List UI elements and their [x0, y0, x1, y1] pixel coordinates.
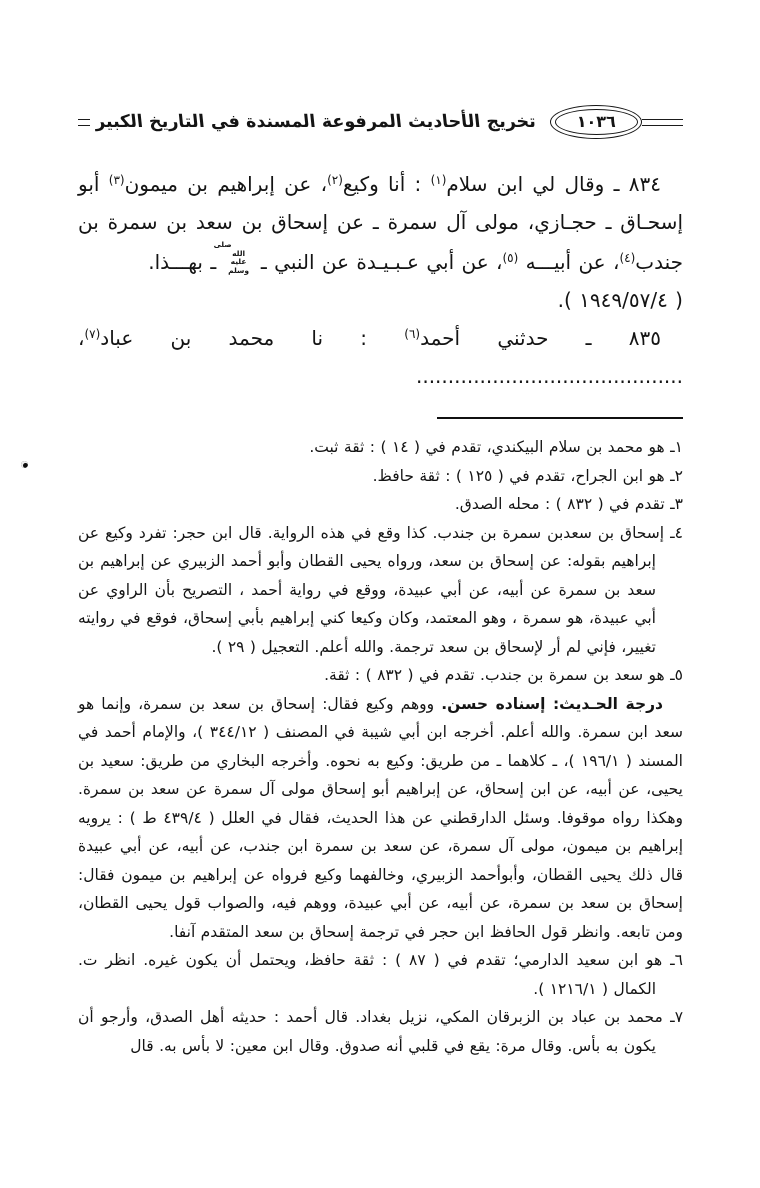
footnote-marker: (٥) — [502, 250, 519, 265]
text-run: ، عن أبيـــه — [518, 249, 620, 274]
text-run: هو ابن سعيد الدارمي؛ تقدم في ( ٨٧ ) : ثقة حافظ، ويحتمل أن يكون غيره. انظر ت. الكمال ( ١٢١٦/١ ). — [78, 951, 663, 998]
footnote-number: ٧ـ — [662, 1008, 684, 1027]
footnote-item — [78, 519, 683, 662]
footnote-number: ٥ـ — [664, 666, 683, 685]
footnote-item — [78, 946, 683, 1003]
footnote-item — [78, 433, 683, 462]
footnote-first-paragraph — [78, 661, 683, 690]
text-run: : أنا وكيع — [342, 172, 431, 196]
footnote-number: ٤ـ — [664, 523, 683, 542]
ellipsis-dots: .......................................... — [415, 363, 683, 388]
ink-speck — [21, 461, 28, 468]
hadith-body — [78, 165, 683, 395]
hadith-835-paragraph — [78, 319, 683, 395]
footnote-first-paragraph — [78, 433, 683, 462]
text-run: إسحاق بن سعدبن سمرة بن جندب. كذا وقع في هذه الرواية. قال ابن حجر: تفرد وكيع عن إبراهيم بقوله: عن إسحاق بن سعد، ورواه يحيى القطان وأبو أحمد الزبيري عن إبراهيم بن سعد بن سمرة عن أبيه، عن أبي عبيدة، ووقع في رواية أحمد ، التصريح بأن الراوي عن أبي عبيدة، هو سمرة ، وهو المعتمد، وكان وكيعا كني إبراهيم بأبي إسحاق، فوقع في روايته تغيير، فإني لم أر لإسحاق بن سعد ترجمة. والله أعلم. التعجيل ( ٢٩ ). — [78, 523, 665, 656]
footnotes-section — [78, 433, 683, 1060]
text-run: ٨٣٤ ـ وقال لي ابن سلام — [446, 172, 661, 196]
footnote-marker: (٦) — [404, 326, 421, 341]
footnote-marker: (٢) — [327, 173, 343, 187]
footnote-number: ٣ـ — [664, 495, 683, 514]
text-run: ـ بهـــذا. — [148, 249, 224, 274]
text-run: ووهم وكيع فقال: إسحاق بن سعد بن سمرة، وإنما هو سعد ابن سمرة. والله أعلم. أخرجه ابن أبي شيبة في المصنف ( ٣٤٤/١٢ )، والإمام أحمد في المسند ( ١٩٦/١ )، ـ كلاهما ـ من طريق: وكيع به نحوه. وأخرجه البخاري من طريق: سعيد بن يحيى، عن أبيه، عن ابن إسحاق، عن إبراهيم أبو إسحاق مولى آل سمرة عن سعد بن سمرة. وهكذا رواه موقوفا. وسئل الدارقطني عن هذا الحديث، فقال في العلل ( ٤٣٩/٤ ط ) : يرويه إبراهيم بن ميمون، مولى آل سمرة، عن سعد بن سمرة ابن جندب، عن أبيه، عن أبي عبيدة قال ذلك يحيى القطان، وأبوأحمد الزبيري، وخالفهما وكيع فرواه عن إبراهيم بن ميمون فقال: إسحاق بن سعد بن سمرة، عن أبيه، عن أبي عبيدة، ووهم فيه، والصواب قول يحيى القطان، ومن تابعه. وانظر قول الحافظ ابن حجر في ترجمة إسحاق بن سعد المتقدم آنفا. — [78, 694, 683, 941]
footnote-item — [78, 490, 683, 519]
page-header — [78, 104, 683, 140]
footnote-marker: (٤) — [619, 250, 636, 265]
grading-bold-lead: درجة الحـديث: إسناده حسن. — [441, 694, 663, 713]
footnote-first-paragraph — [78, 946, 683, 1003]
footnote-marker: (١) — [430, 173, 447, 187]
text-run: أبو إسحـاق ـ حجـازي، مولى آل سمرة ـ عن إسحاق بن سعد بن سمرة بن جندب — [78, 172, 683, 274]
salla-allahu-alayhi-wasallam-mark: صلى الله عليه وسلم — [213, 240, 250, 275]
footnote-first-paragraph — [78, 462, 683, 491]
hadith-834-citation: ( ١٩٤٩/٥٧/٤ ). — [557, 287, 683, 312]
footnote-number: ١ـ — [664, 438, 683, 457]
footnote-item — [78, 661, 683, 946]
text-run: تقدم في ( ٨٣٢ ) : محله الصدق. — [454, 495, 665, 514]
page-number-cartouche — [550, 105, 642, 139]
header-rule-left-stub — [78, 119, 90, 126]
footnote-first-paragraph — [78, 519, 683, 662]
page-number: ١٠٣٦ — [555, 109, 638, 135]
text-run: محمد بن عباد بن الزبرقان المكي، نزيل بغداد. قال أحمد : حديثه أهل الصدق، وأرجو أن يكون به بأس. وقال مرة: يقع في قلبي أنه صدوق. وقال ابن معين: لا بأس به. قال — [78, 1008, 663, 1055]
text-run: هو محمد بن سلام البيكندي، تقدم في ( ١٤ ) : ثقة ثبت. — [309, 438, 665, 457]
footnote-item — [78, 1003, 683, 1060]
text-run: هو ابن الجراح، تقدم في ( ١٢٥ ) : ثقة حافظ. — [372, 466, 665, 485]
footnote-number: ٢ـ — [664, 466, 683, 485]
text-run: ، — [78, 325, 85, 350]
footnote-number: ٦ـ — [662, 951, 683, 970]
footnote-sub-paragraph — [78, 690, 683, 947]
text-run: : نا محمد بن عباد — [100, 325, 405, 350]
hadith-834-paragraph — [78, 165, 683, 281]
text-run: هو سعد بن سمرة بن جندب. تقدم في ( ٨٣٢ ) : ثقة. — [324, 666, 665, 685]
book-title: تخريج الأحاديث المرفوعة المسندة في التاريخ الكبير — [93, 112, 537, 132]
header-rule-right — [642, 119, 683, 126]
footnote-first-paragraph — [78, 490, 683, 519]
footnote-first-paragraph — [78, 1003, 683, 1060]
footnote-marker: (٧) — [84, 326, 101, 341]
text-run: ، عن أبي عـبـيـدة عن النبي ـ — [253, 249, 503, 274]
footnote-marker: (٣) — [108, 173, 125, 187]
text-run: ٨٣٥ ـ حدثني أحمد — [420, 325, 661, 350]
text-run: ، عن إبراهيم بن ميمون — [124, 172, 328, 196]
footnote-separator-rule — [437, 417, 683, 419]
footnote-item — [78, 462, 683, 491]
